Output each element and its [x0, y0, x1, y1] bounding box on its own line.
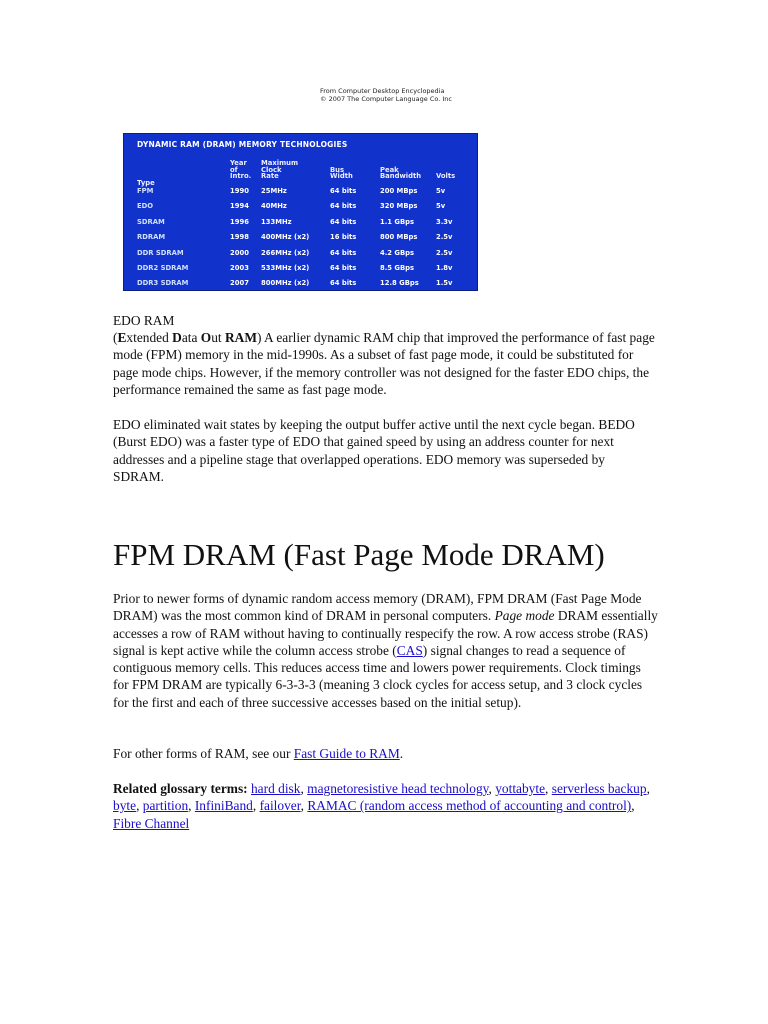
table-cell: 2003 [230, 264, 249, 272]
header-type: Type [137, 178, 155, 187]
glossary-link[interactable]: yottabyte [495, 781, 546, 796]
table-cell: 5v [436, 187, 446, 195]
glossary-link[interactable]: failover [259, 798, 301, 814]
table-cell: 12.8 GBps [380, 279, 419, 288]
table-cell: 64 bits [330, 248, 357, 257]
edo-paragraph: EDO eliminated wait states by keeping the output buffer active until the next cycle began. BEDO (Burst EDO) was a faster type of EDO that gained speed by using an address counter for next addresses and a pipeline stage that overlapped operations. EDO memory was superseded by SDRAM. [113, 417, 635, 484]
fpm-title: FPM DRAM (Fast Page Mode DRAM) [113, 537, 605, 572]
table-cell: 1996 [230, 217, 249, 226]
table-cell: 40MHz [261, 202, 287, 211]
glossary-link[interactable]: InfiniBand [194, 798, 253, 814]
header-year: Year of Intro. [230, 159, 252, 181]
table-cell: EDO [137, 202, 154, 211]
glossary-link[interactable]: magnetoresistive head technology [307, 781, 489, 796]
glossary-link[interactable]: serverless backup [551, 781, 647, 796]
header-bandwidth: Peak Bandwidth [380, 165, 422, 181]
header-bus: Bus Width [330, 165, 353, 181]
table-cell: 1.5v [436, 279, 453, 288]
table-cell: 2000 [230, 248, 249, 257]
dram-technologies-table [123, 133, 478, 291]
table-cell: 533MHz (x2) [261, 264, 310, 272]
table-cell: 1998 [230, 233, 249, 242]
edo-definition: (Extended Data Out RAM) A earlier dynamic RAM chip that improved the performance of fast page mode (FPM) memory in the mid-1990s. As a subset of fast page mode, it could be substituted for page mode chips. However, if the memory controller was not designed for the faster EDO chips, the performance remained the same as fast page mode. [113, 330, 655, 397]
glossary-link[interactable]: byte [113, 798, 137, 814]
fpm-paragraph: Prior to newer forms of dynamic random access memory (DRAM), FPM DRAM (Fast Page Mode DRAM) was the most common kind of DRAM in personal computers. Page mode DRAM essentially accesses a row of RAM without having to continually respecify the row. A row access strobe (RAS) signal is kept active while the column access strobe (CAS) signal changes to read a sequence of contiguous memory cells. This reduces access time and lowers power requirements. Clock timings for FPM DRAM are typically 6-3-3-3 (meaning 3 clock cycles for access setup, and 3 clock cycles for the first and each of three successive accesses based on the initial setup). [113, 591, 658, 710]
credit-line: From Computer Desktop Encyclopedia [320, 87, 445, 95]
table-cell: 4.2 GBps [380, 248, 415, 257]
related-label: Related glossary terms: [113, 781, 248, 796]
table-cell: 3.3v [436, 217, 453, 226]
table-cell: 2007 [230, 279, 249, 288]
table-cell: 16 bits [330, 233, 357, 242]
related-terms: Related glossary terms: hard disk, magnetoresistive head technology, yottabyte, serverless backup, byte, partition, InfiniBand, failover, RAMAC (random access method of accounting and control), Fibre Channel [113, 781, 650, 831]
table-cell: 64 bits [330, 202, 357, 211]
table-cell: 133MHz [261, 217, 292, 226]
table-cell: 266MHz (x2) [261, 248, 310, 257]
table-title: DYNAMIC RAM (DRAM) MEMORY TECHNOLOGIES [137, 140, 348, 149]
table-cell: 64 bits [330, 217, 357, 226]
glossary-link[interactable]: partition [142, 798, 189, 814]
table-cell: 1.1 GBps [380, 217, 415, 226]
table-cell: 800MHz (x2) [261, 279, 310, 288]
header-volts: Volts [436, 172, 456, 181]
figure-credit [320, 87, 500, 103]
table-cell: 1994 [230, 202, 249, 211]
table-cell: 8.5 GBps [380, 264, 415, 272]
table-cell: DDR3 SDRAM [137, 279, 189, 288]
table-cell: 2.5v [436, 233, 453, 242]
table-cell: 5v [436, 202, 446, 211]
edo-heading: EDO RAM [113, 313, 175, 328]
table-cell: FPM [137, 187, 154, 195]
table-cell: 64 bits [330, 279, 357, 288]
table-cell: SDRAM [137, 217, 165, 226]
table-cell: 64 bits [330, 187, 357, 195]
header-clock: Maximum Clock Rate [261, 159, 299, 181]
guide-paragraph: For other forms of RAM, see our Fast Guide to RAM. [113, 746, 404, 761]
glossary-link[interactable]: RAMAC (random access method of accounting and control) [307, 798, 632, 814]
table-cell: 200 MBps [380, 187, 418, 195]
table-cell: 400MHz (x2) [261, 233, 310, 242]
table-cell: 1.8v [436, 264, 453, 272]
table-cell: 64 bits [330, 264, 357, 272]
table-cell: 2.5v [436, 248, 453, 257]
table-cell: RDRAM [137, 233, 166, 242]
glossary-link[interactable]: hard disk [250, 781, 301, 796]
glossary-link[interactable]: Fibre Channel [113, 815, 190, 831]
fast-guide-link[interactable]: Fast Guide to RAM [293, 746, 400, 761]
table-cell: 320 MBps [380, 202, 418, 211]
table-cell: DDR SDRAM [137, 248, 184, 257]
cas-link[interactable]: CAS [396, 642, 423, 658]
table-cell: DDR2 SDRAM [137, 264, 189, 272]
table-cell: 1990 [230, 187, 249, 195]
table-cell: 25MHz [261, 187, 287, 195]
credit-line: © 2007 The Computer Language Co. Inc [320, 95, 452, 103]
table-cell: 800 MBps [380, 233, 418, 242]
